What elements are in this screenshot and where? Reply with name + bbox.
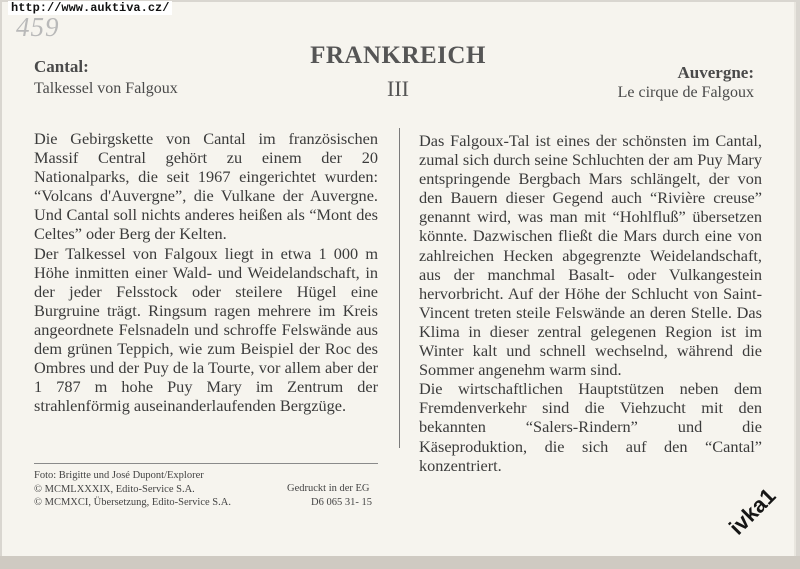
page-title: FRANKREICH [310,42,486,69]
right-subtitle: Le cirque de Falgoux [617,84,754,101]
handwritten-number: 459 [16,12,60,42]
seller-stamp: ivka1 [724,483,781,540]
credits-left [34,469,231,510]
print-code: D6 065 31- 15 [311,496,372,508]
photo-credit: Foto: Brigitte und José Dupont/Explorer [34,470,204,481]
printed-in: Gedruckt in der EG [287,483,370,494]
right-paragraph-2: Die wirtschaftlichen Hauptstützen neben dem Fremdenverkehr sind die Viehzucht mit den bekannten “Salers-Rindern” und die Käseproduktion, die sich auf den “Cantal” konzentriert. [419,379,762,475]
right-text-column [419,131,762,475]
right-paragraph-1: Das Falgoux-Tal ist eines der schönsten im Cantal, zumal sich durch seine Schluchten der am Puy Mary entspringende Bergbach Mars schlängelt, der von den Bauern dieser Gegend auch “Rivière creuse” genannt wird, was man mit “Hohlfluß” übersetzen könnte. Dazwischen fließt die Mars durch eine von zahlreichen Hecken abgegrenzte Weidelandschaft, aus der manchmal Basalt- oder Vulkangestein hervorbricht. Auf der Höhe der Schlucht von Saint-Vincent treten steile Felswände an deren Stelle. Das Klima in dieser zentral gelegenen Region ist im Winter kalt und schnell wechselnd, während die Sommer angenehm warm sind. [419,131,762,380]
left-region-heading: Cantal: [34,57,89,76]
left-text-column [34,129,378,415]
left-paragraph-1: Die Gebirgskette von Cantal im französischen Massif Central gehört zu einem der 20 Nationalparks, die seit 1967 eingerichtet wurden: “Volcans d'Auvergne”, die Vulkane der Auvergne. Und Cantal soll nichts anderes heißen als “Mont des Celtes” oder Berg der Kelten. [34,129,378,244]
credits-right [287,482,372,509]
watermark-url: http://www.auktiva.cz/ [8,1,172,15]
left-paragraph-2: Der Talkessel von Falgoux liegt in etwa 1 000 m Höhe inmitten einer Wald- und Weidelandschaft, in der jeder Felsstock oder steilere Hügel eine Burgruine trägt. Ringsum ragen mehrere im Kreis angeordnete Felsnadeln und schroffe Felswände aus dem grünen Teppich, wie zum Beispiel der Roc des Ombres und der Puy de la Tourte, vor allem aber der 1 787 m hohe Puy Mary im Zentrum der strahlenförmig auseinanderlaufenden Bergzüge. [34,243,378,416]
left-subtitle: Talkessel von Falgoux [34,80,178,97]
part-number: III [387,76,409,101]
footer-rule [34,463,378,464]
right-region-heading: Auvergne: [677,63,754,82]
column-divider [399,128,400,448]
scan-edge [0,556,800,569]
copyright-line-1: © MCMLXXXIX, Edito-Service S.A. [34,483,195,495]
copyright-line-2: © MCMXCI, Übersetzung, Edito-Service S.A. [34,497,231,509]
document-card [2,2,796,556]
